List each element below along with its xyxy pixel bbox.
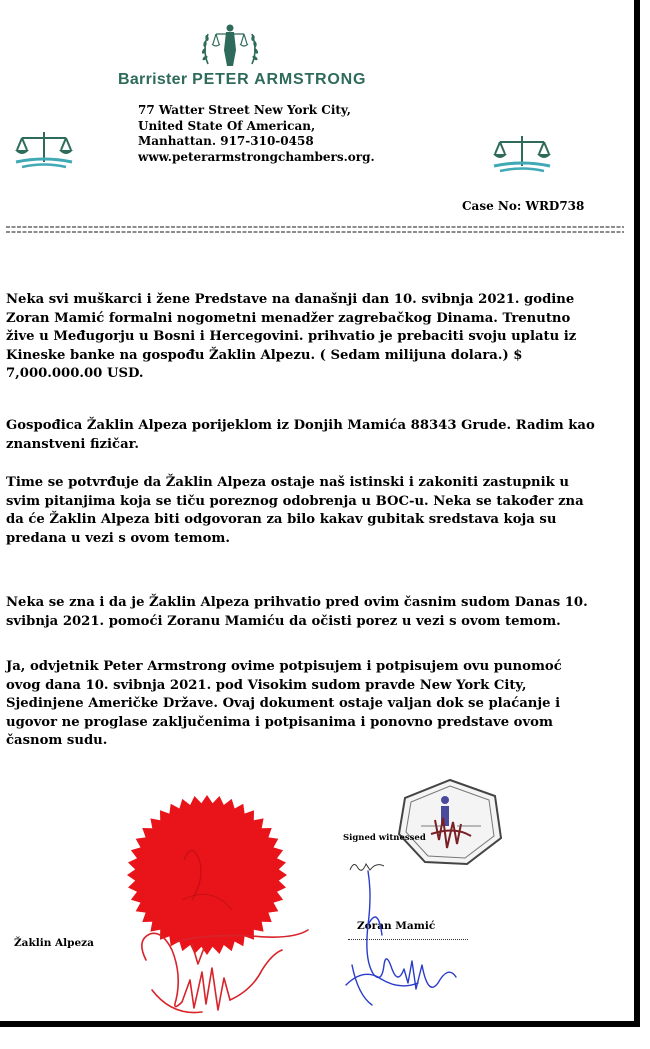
barrister-name: PETER ARMSTRONG <box>192 71 367 88</box>
address-line: United State Of American, <box>138 118 316 133</box>
paragraph-origin <box>6 417 595 454</box>
text-line: Sjedinjene Američke Države. Ovaj dokument ostaje valjan dok se plaćanje i <box>6 696 561 712</box>
text-line: Time se potvrđuje da Žaklin Alpeza ostaje naš istinski i zakoniti zastupnik u <box>6 475 569 490</box>
text-line: Ja, odvjetnik Peter Armstrong ovime potpisujem i potpisujem ovu punomoć <box>6 659 562 674</box>
paragraph-attestation <box>6 658 562 751</box>
address-line: www.peterarmstrongchambers.org. <box>138 149 375 164</box>
text-line: Zoran Mamić formalni nogometni menadžer zagrebačkog Dinama. Trenutno <box>6 310 571 326</box>
zaklin-signature-label: Žaklin Alpeza <box>14 937 94 949</box>
signature-blue-icon <box>338 865 478 1015</box>
zoran-signature-label: Zoran Mamić <box>357 920 436 932</box>
document-frame-right <box>634 0 640 1027</box>
lady-justice-logo-icon <box>198 20 262 72</box>
text-line: znanstveni fizičar. <box>6 436 139 452</box>
text-line: svim pitanjima koja se tiču poreznog odobrenja u BOC-u. Neka se također zna <box>6 493 584 509</box>
address-line: 77 Watter Street New York City, <box>138 103 351 117</box>
text-line: da će Žaklin Alpeza biti odgovoran za bilo kakav gubitak sredstava koja su <box>6 512 557 528</box>
case-number: Case No: WRD738 <box>462 199 585 213</box>
document-frame-bottom <box>0 1021 640 1027</box>
text-line: ugovor ne proglase zaključenima i potpisanima i ponovno predstave ovom <box>6 714 553 730</box>
paragraph-transfer <box>6 291 576 384</box>
text-line: Kineske banke na gospođu Žaklin Alpezu. ( Sedam milijuna dolara.) $ <box>6 347 523 363</box>
address-line: Manhattan. 917-310-0458 <box>138 134 314 148</box>
scales-of-justice-icon <box>12 128 76 170</box>
text-line: predana u vezi s ovom temom. <box>6 530 230 546</box>
signed-witnessed-label: Signed witnessed <box>343 833 426 843</box>
paragraph-acceptance <box>6 594 588 631</box>
text-line: žive u Međugorju u Bosni i Hercegovini. prihvatio je prebaciti svoju uplatu iz <box>6 329 577 345</box>
text-line: 7,000.000.00 USD. <box>6 366 144 382</box>
letterhead <box>0 0 634 240</box>
address-block <box>138 103 375 165</box>
text-line: Gospođica Žaklin Alpeza porijeklom iz Donjih Mamića 88343 Grude. Radim kao <box>6 418 595 433</box>
text-line: časnom sudu. <box>6 733 108 749</box>
signature-red-icon <box>132 920 312 1020</box>
text-line: Neka svi muškarci i žene Predstave na današnji dan 10. svibnja 2021. godine <box>6 292 575 307</box>
scales-of-justice-icon <box>490 132 554 174</box>
paragraph-confirmation <box>6 474 584 548</box>
double-divider-line <box>6 224 624 236</box>
text-line: svibnja 2021. pomoći Zoranu Mamiću da očisti porez u vezi s ovom temom. <box>6 613 561 629</box>
firm-prefix: Barrister <box>118 71 188 88</box>
text-line: ovog dana 10. svibnja 2021. pod Visokim sudom pravde New York City, <box>6 677 527 693</box>
witness-stamp-icon <box>395 778 505 866</box>
text-line: Neka se zna i da je Žaklin Alpeza prihvatio pred ovim časnim sudom Danas 10. <box>6 595 588 610</box>
firm-name <box>118 71 366 89</box>
